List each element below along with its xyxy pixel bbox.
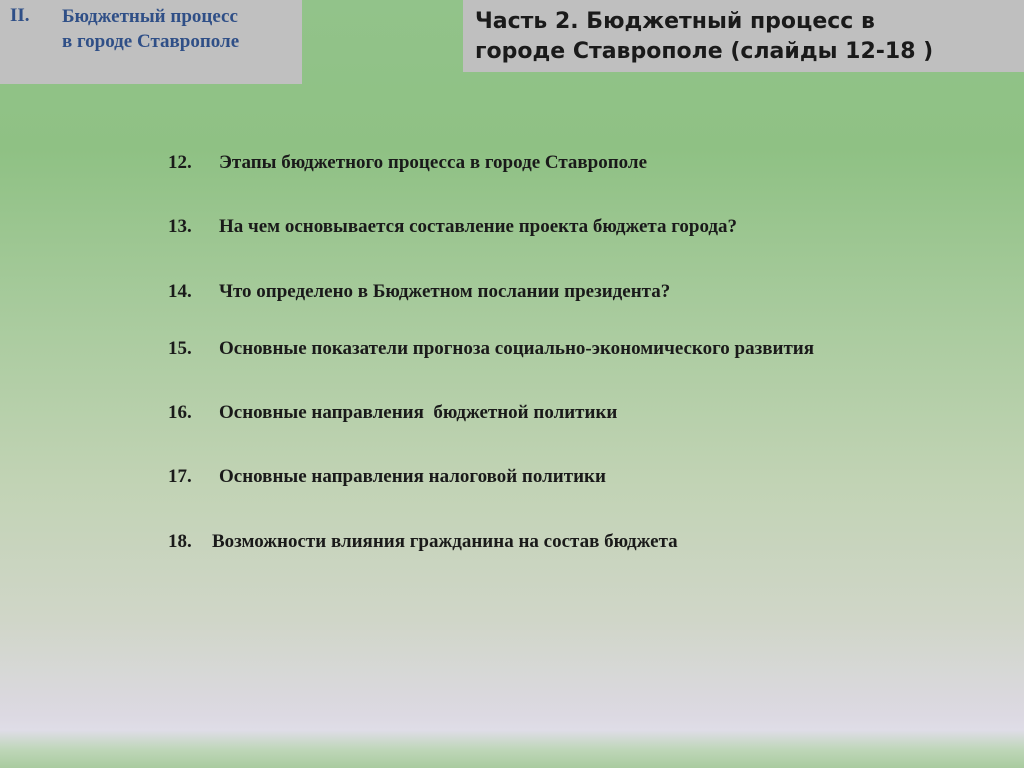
- section-header-box: [0, 0, 302, 84]
- list-item-text: Основные направления бюджетной политики: [219, 402, 618, 423]
- section-number: II.: [10, 5, 30, 26]
- list-item-text: Этапы бюджетного процесса в городе Ставрополе: [219, 152, 648, 173]
- list-item-text: На чем основывается составление проекта бюджета города?: [219, 216, 738, 237]
- section-title: [62, 4, 297, 54]
- part-header-box: [463, 0, 1024, 72]
- list-item-number: 18.: [168, 531, 192, 552]
- section-title-line-2: в городе Ставрополе: [62, 31, 240, 52]
- list-item-slide-13: [168, 214, 968, 240]
- list-item-number: 17.: [168, 466, 192, 487]
- list-item-text: Основные направления налоговой политики: [219, 466, 606, 487]
- part-title: [475, 7, 1015, 67]
- list-item-number: 16.: [168, 402, 192, 423]
- list-item-text: Возможности влияния гражданина на состав бюджета: [212, 531, 678, 552]
- part-title-line-1: Часть 2. Бюджетный процесс в: [475, 9, 875, 34]
- list-item-text: Основные показатели прогноза социально-экономического развития: [219, 338, 815, 359]
- part-title-line-2: городе Ставрополе (слайды 12-18 ): [475, 39, 934, 64]
- list-item-slide-17: [168, 464, 968, 490]
- list-item-number: 15.: [168, 338, 192, 359]
- list-item-slide-16: [168, 400, 968, 426]
- list-item-slide-18: [168, 529, 968, 555]
- list-item-number: 13.: [168, 216, 192, 237]
- list-item-slide-15: [168, 336, 968, 362]
- list-item-text: Что определено в Бюджетном послании президента?: [219, 281, 671, 302]
- section-title-line-1: Бюджетный процесс: [62, 6, 238, 27]
- list-item-slide-14: [168, 279, 968, 305]
- list-item-slide-12: [168, 150, 968, 176]
- list-item-number: 14.: [168, 281, 192, 302]
- list-item-number: 12.: [168, 152, 192, 173]
